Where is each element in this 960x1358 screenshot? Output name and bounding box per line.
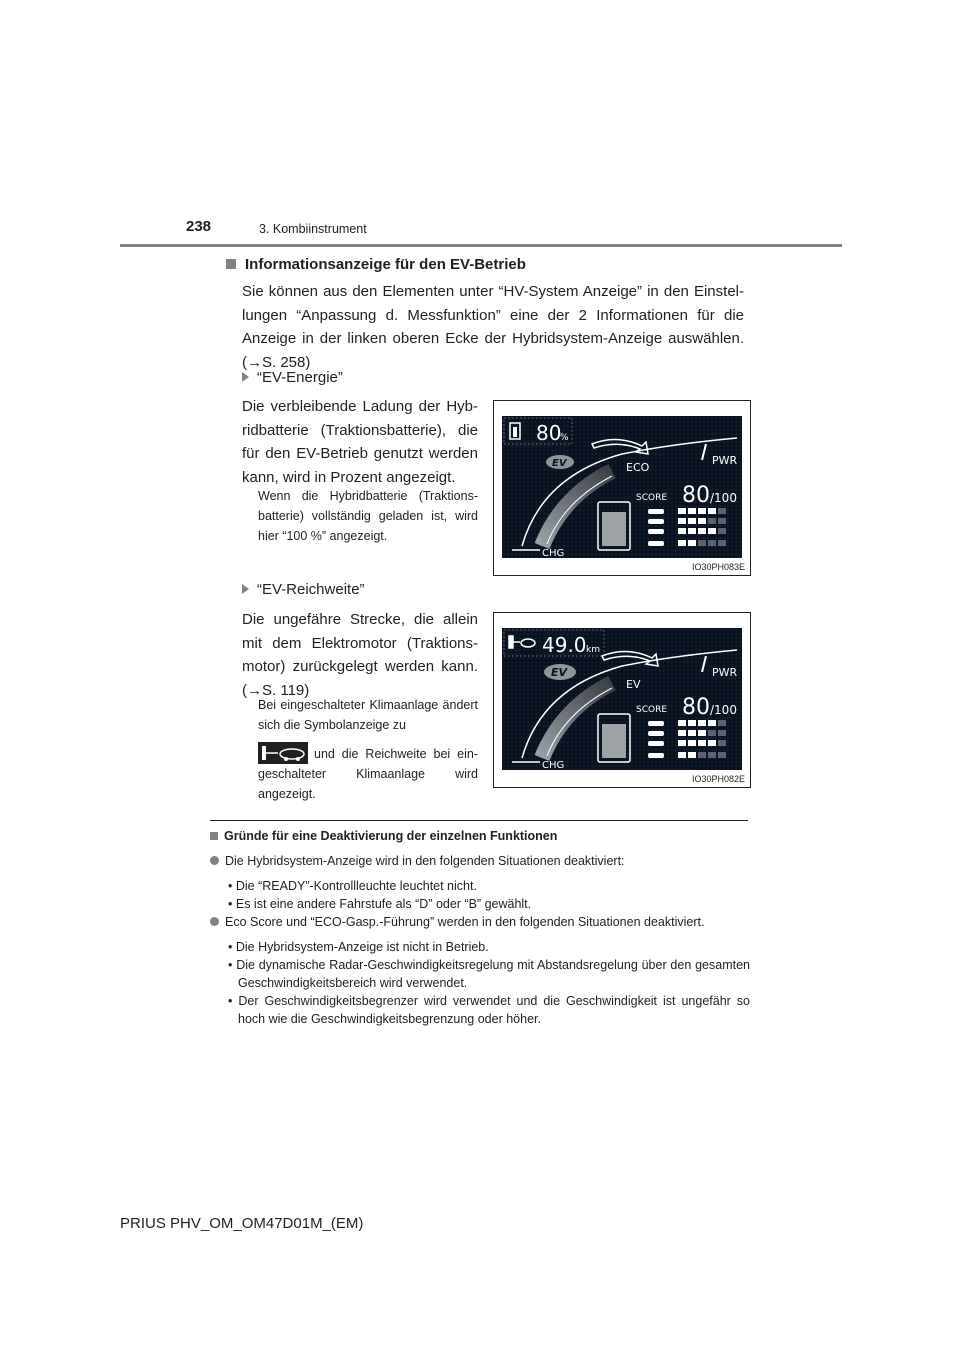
notes-block [210,852,750,1028]
square-bullet-icon [226,259,236,269]
item1-text: Die verbleibende Ladung der Hybridbatterie (Traktionsbatterie), die für den EV-Betrieb genutzt werden kann, wird in Prozent angezeigt. [242,398,478,486]
ev-unit: km [586,645,600,655]
header-rule [120,244,842,247]
score-value: 80 [682,483,710,508]
item1-note: Wenn die Hybridbatterie (Traktionsbatterie) vollständig geladen ist, wird hier “100 %” angezeigt. [258,489,478,543]
mode-label: EV [626,678,641,691]
item2-title: “EV-Reichweite” [242,581,365,598]
footer-code: PRIUS PHV_OM_OM47D01M_(EM) [120,1215,364,1232]
notes-p2-list [210,938,750,1028]
figure-ev-range [493,612,751,788]
list-item: • Die Hybridsystem-Anzeige ist nicht in Betrieb. [228,940,489,954]
list-item: • Die “READY”-Kontrollleuchte leuchtet nicht. [228,879,477,893]
mode-label: ECO [626,461,650,474]
pwr-label: PWR [712,454,738,467]
ev-value: 80 [536,421,562,445]
section-title: 3. Kombiinstrument [259,222,367,236]
item1-title: “EV-Energie” [242,369,343,386]
hybrid-display-graphic-2 [502,628,742,770]
notes-heading: Gründe für eine Deaktivierung der einzelnen Funktionen [210,829,557,843]
item2-note-a: Bei eingeschalteter Klimaanlage ändert sich die Symbolanzeige zu [258,698,478,732]
notes-p1-list [210,877,750,913]
item2-note-b: und die Reichweite bei eingeschalteter Klimaanlage wird angezeigt. [258,747,478,801]
score-label: SCORE [636,705,668,715]
triangle-bullet-icon [242,584,249,594]
ev-unit: % [560,433,569,443]
pwr-label: PWR [712,666,738,679]
hybrid-display-screen [502,416,742,558]
score-value: 80 [682,695,710,720]
notes-p1: Die Hybridsystem-Anzeige wird in den folgenden Situationen deaktiviert: [210,852,750,870]
ev-badge-label: EV [551,666,568,679]
hybrid-display-graphic [502,416,742,558]
page-number: 238 [186,218,212,235]
notes-rule [210,820,748,821]
hybrid-display-screen-2 [502,628,742,770]
list-item: • Es ist eine andere Fahrstufe als “D” oder “B” gewählt. [228,897,532,911]
notes-p2: Eco Score und “ECO-Gasp.-Führung” werden in den folgenden Situationen deaktiviert. [210,913,750,931]
list-item: • Der Geschwindigkeitsbegrenzer wird verwendet und die Geschwindigkeit ist ungefähr so hoch wie die Geschwindigkeitsbegrenzung oder höher. [228,994,750,1026]
figure-caption: IO30PH083E [691,562,745,572]
triangle-bullet-icon [242,372,249,382]
circle-bullet-icon [210,856,219,865]
list-item: • Die dynamische Radar-Geschwindigkeitsregelung mit Abstandsregelung über den gesamten Geschwindigkeitsbereich wird verwendet. [228,958,750,990]
circle-bullet-icon [210,917,219,926]
score-max: /100 [710,703,737,717]
score-label: SCORE [636,493,668,503]
chg-label: CHG [542,760,565,770]
item2-text: Die ungefähre Strecke, die allein mit dem Elektromotor (Traktionsmotor) zurückgelegt werden kann. (→S. 119) [242,611,478,699]
figure-caption: IO30PH082E [691,774,745,784]
section-heading: Informationsanzeige für den EV-Betrieb [226,256,526,273]
intro-paragraph: Sie können aus den Elementen unter “HV-System Anzeige” in den Einstellungen “Anpassung d. Messfunktion” eine der 2 Informationen für die Anzeige in der linken oberen Ecke der Hybridsystem-Anzeige auswählen. (→S. 258) [242,283,744,371]
ev-value: 49.0 [542,633,587,657]
figure-ev-energy [493,400,751,576]
chg-label: CHG [542,548,565,558]
score-max: /100 [710,491,737,505]
ev-badge-label: EV [552,458,567,469]
square-bullet-icon [210,832,218,840]
